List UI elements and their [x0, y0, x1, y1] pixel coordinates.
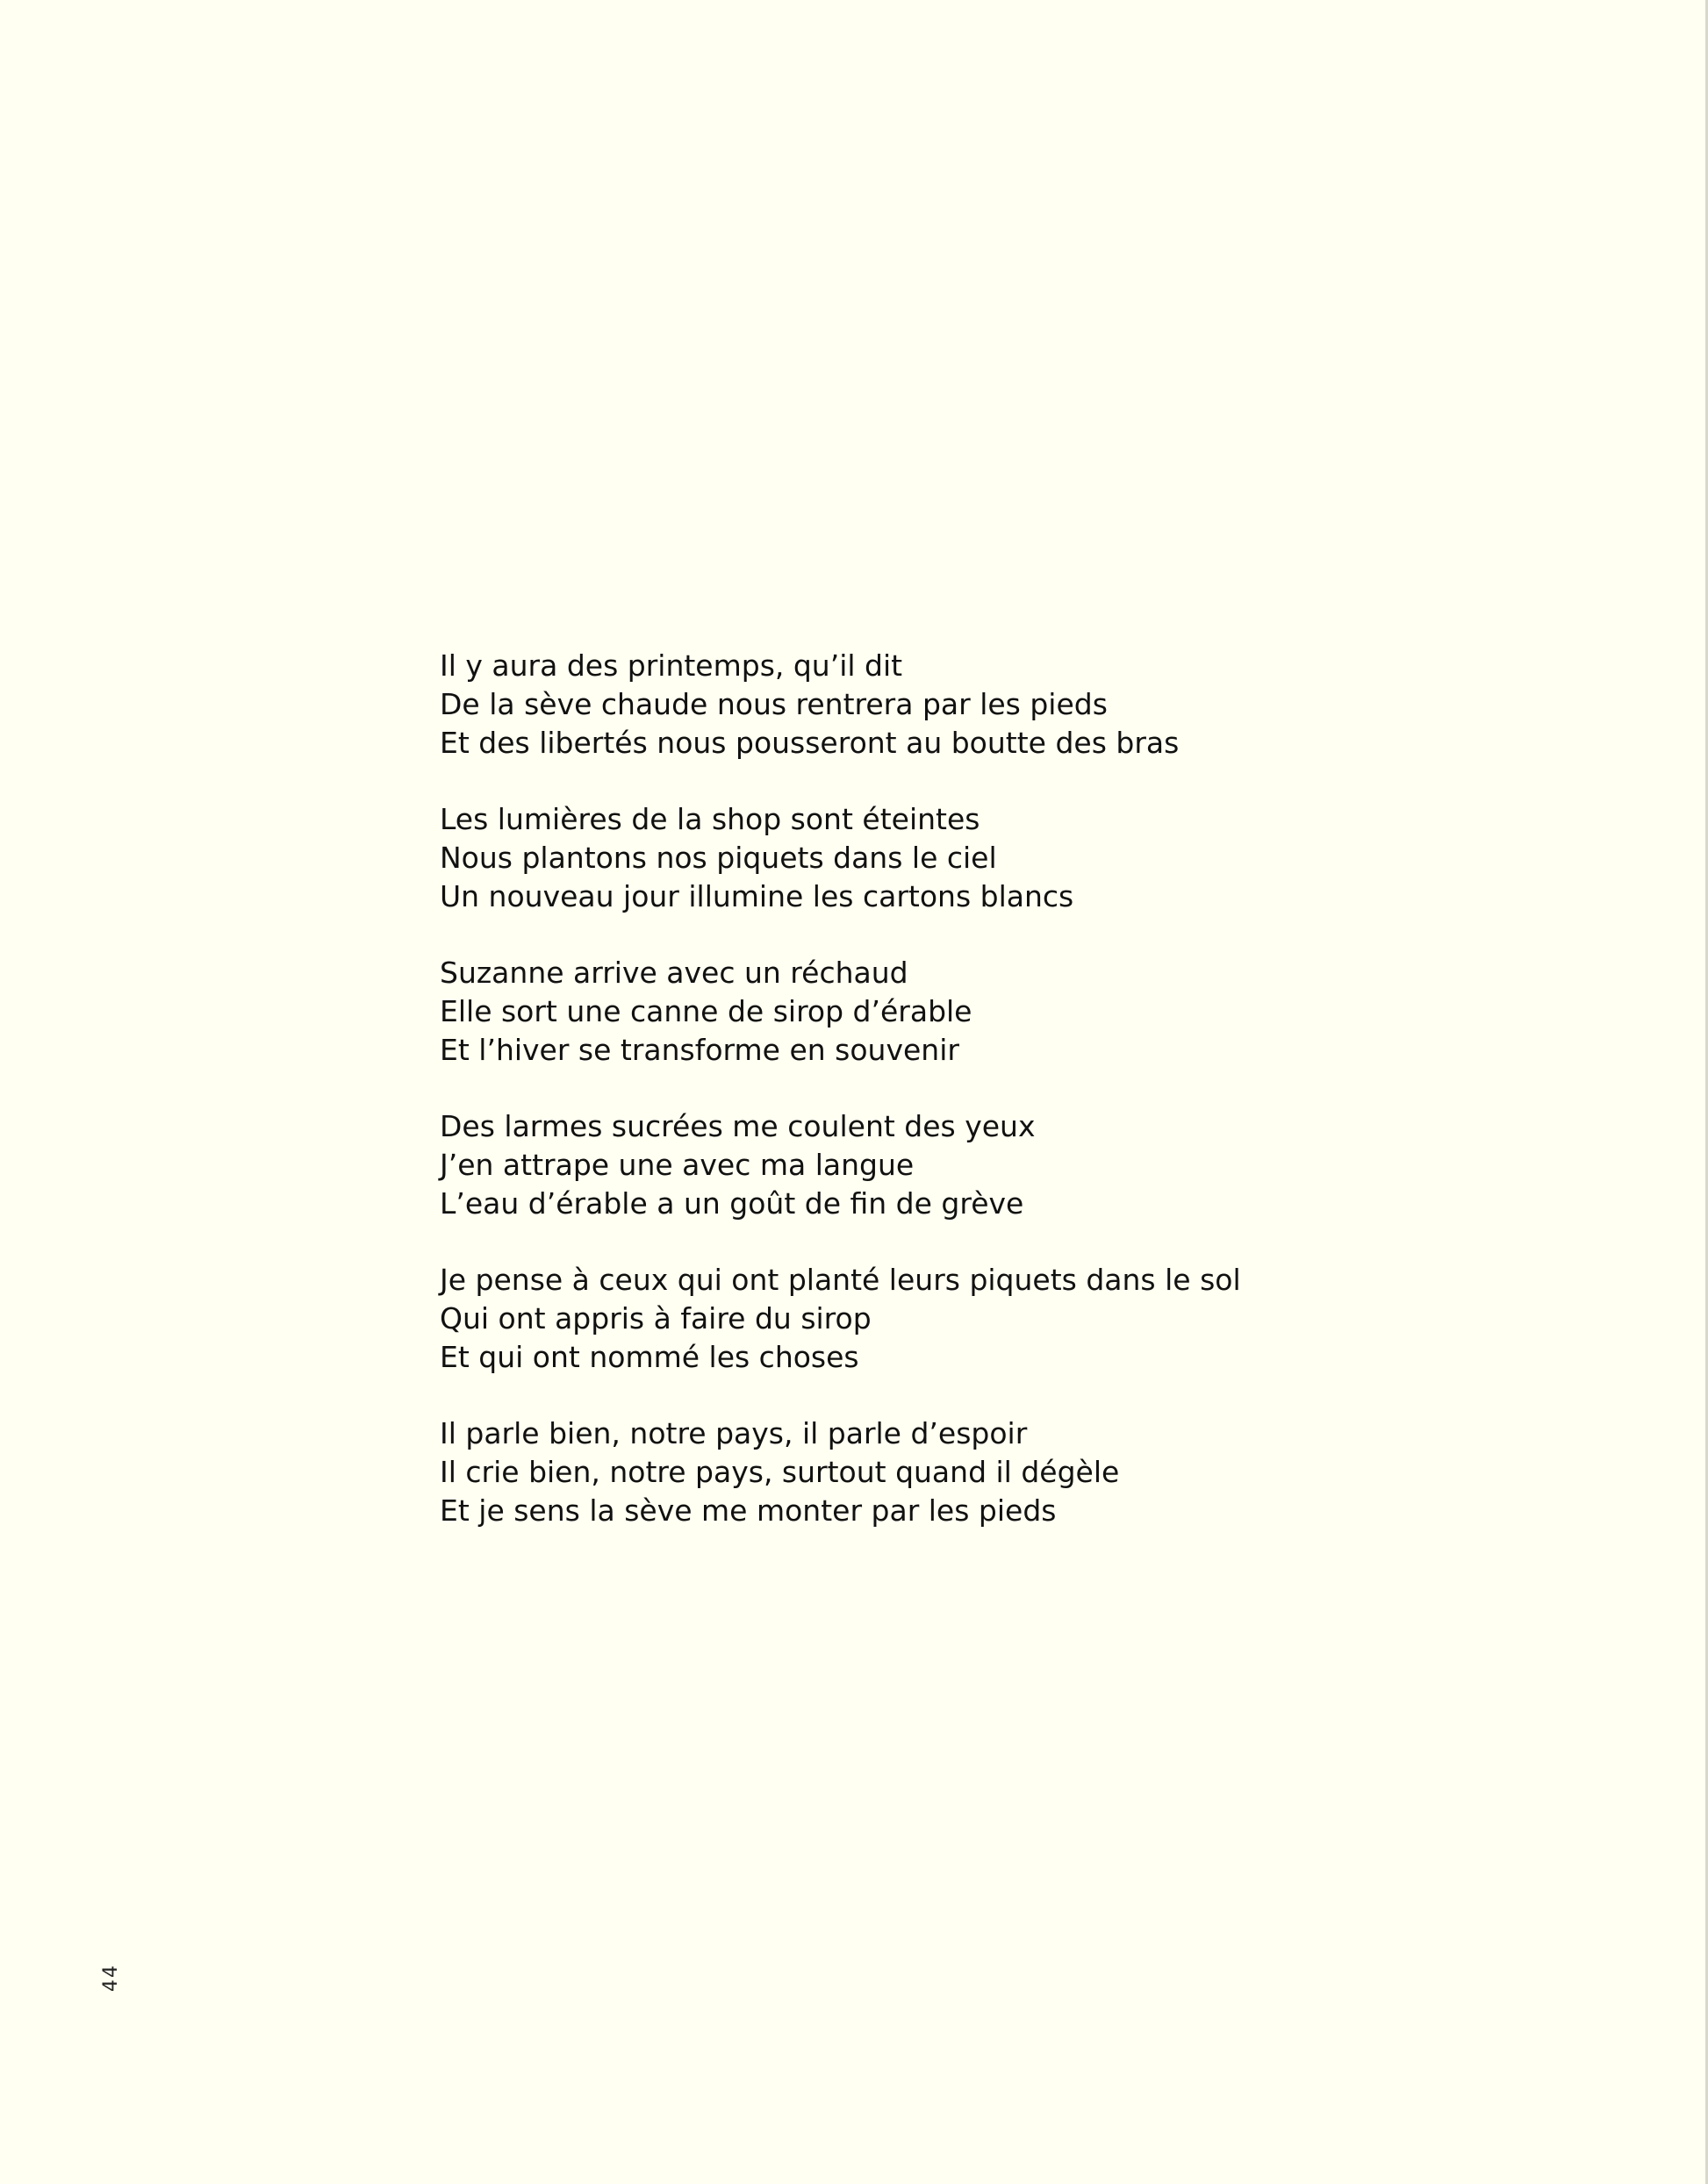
poem-line: Suzanne arrive avec un réchaud [440, 956, 908, 990]
poem-line: Elle sort une canne de sirop d’érable [440, 994, 972, 1028]
stanza-6 [440, 1414, 1405, 1530]
poem [440, 647, 1405, 1568]
poem-line: J’en attrape une avec ma langue [440, 1148, 915, 1182]
poem-line: Il parle bien, notre pays, il parle d’espoir [440, 1416, 1028, 1450]
stanza-5 [440, 1261, 1405, 1377]
page-number: 44 [99, 1964, 122, 1992]
poem-line: Qui ont appris à faire du sirop [440, 1301, 872, 1335]
poem-line: Il crie bien, notre pays, surtout quand il dégèle [440, 1455, 1120, 1489]
poem-line: Nous plantons nos piquets dans le ciel [440, 841, 997, 875]
poem-line: Un nouveau jour illumine les cartons blancs [440, 879, 1074, 913]
stanza-4 [440, 1107, 1405, 1223]
stanza-3 [440, 954, 1405, 1070]
poem-line: Et qui ont nommé les choses [440, 1340, 859, 1374]
poem-line: Je pense à ceux qui ont planté leurs piquets dans le sol [440, 1263, 1241, 1297]
stanza-2 [440, 800, 1405, 916]
poem-line: Des larmes sucrées me coulent des yeux [440, 1109, 1036, 1143]
stanza-1 [440, 647, 1405, 763]
poem-line: Et je sens la sève me monter par les pieds [440, 1493, 1057, 1528]
poem-line: L’eau d’érable a un goût de fin de grève [440, 1186, 1024, 1221]
poem-line: Et des libertés nous pousseront au boutte des bras [440, 726, 1180, 760]
poem-line: Les lumières de la shop sont éteintes [440, 802, 980, 836]
poem-line: Il y aura des printemps, qu’il dit [440, 648, 903, 683]
poem-line: Et l’hiver se transforme en souvenir [440, 1033, 959, 1067]
poem-line: De la sève chaude nous rentrera par les pieds [440, 687, 1108, 721]
